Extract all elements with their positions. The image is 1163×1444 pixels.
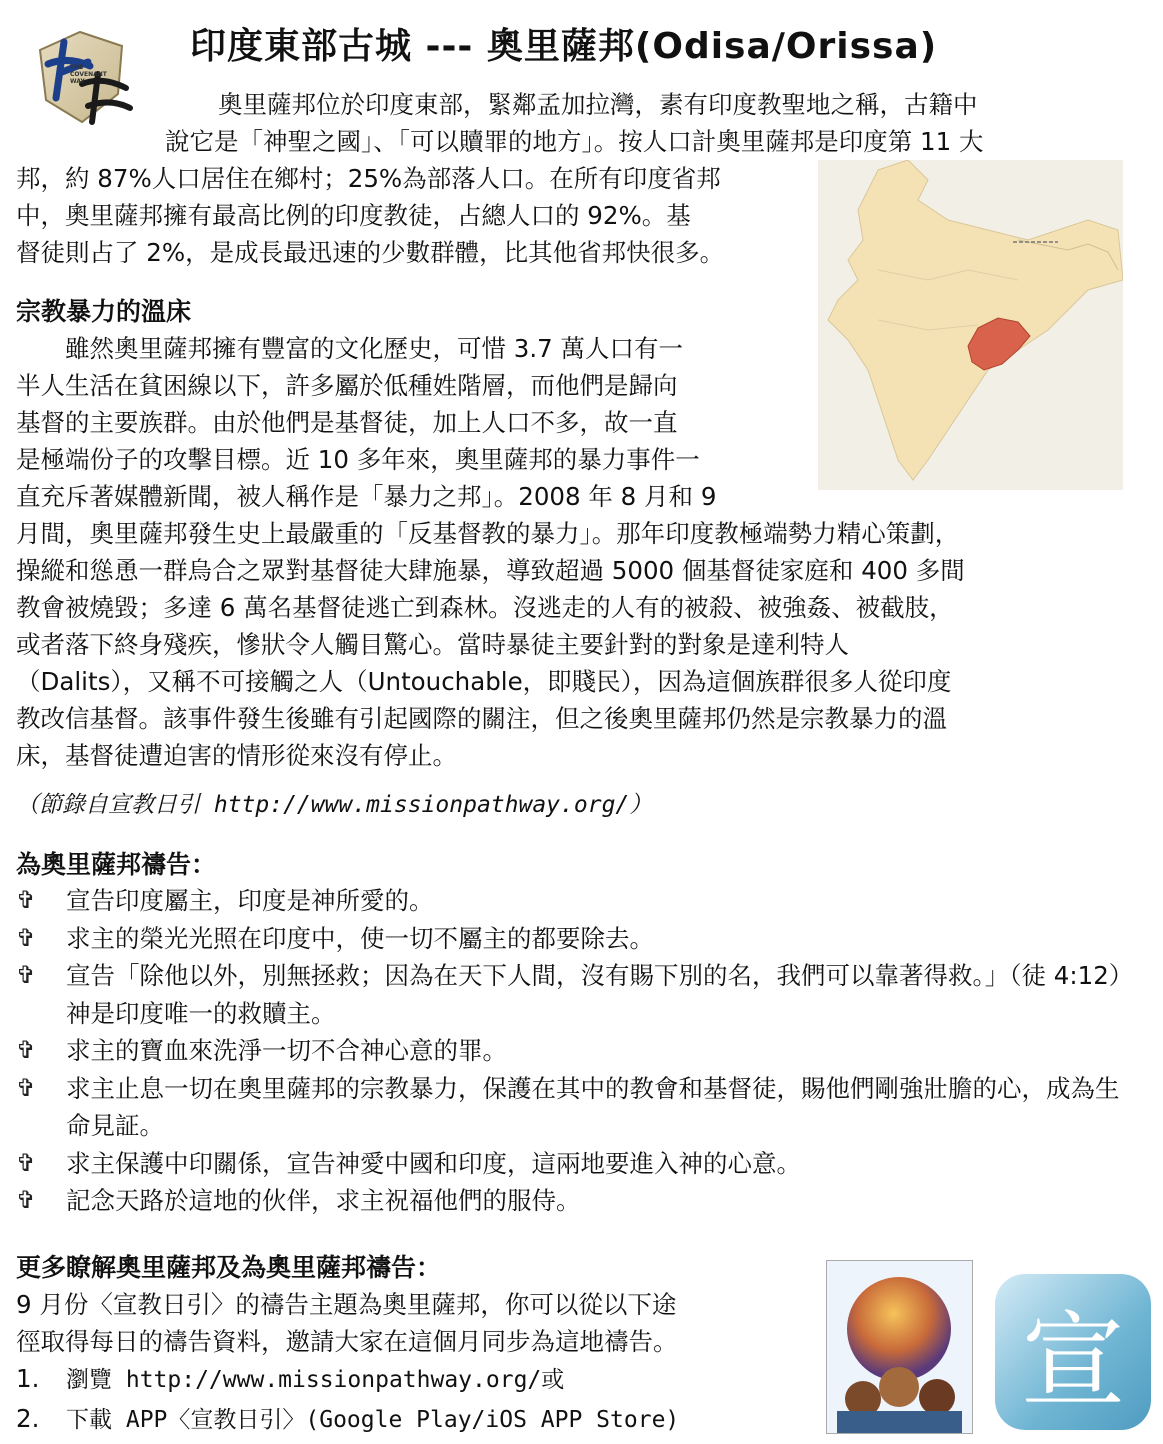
- prayer-item-text: 記念天路於這地的伙伴，求主祝福他們的服侍。: [66, 1186, 581, 1215]
- cross-icon: ✞: [16, 1186, 37, 1214]
- prayer-item-text: 求主的榮光光照在印度中，使一切不屬主的都要除去。: [66, 923, 654, 953]
- source-citation: （節錄自宣教日引 http://www.missionpathway.org/）: [16, 792, 653, 818]
- intro-line-5: 督徒則占了 2%，是成長最迅速的少數群體，比其他省邦快很多。: [16, 238, 725, 267]
- cross-icon: ✞: [16, 1148, 37, 1177]
- mission-photo: [826, 1260, 973, 1434]
- cross-icon: ✞: [16, 1036, 37, 1064]
- intro-line-2: 說它是「神聖之國」、「可以贖罪的地方」。按人口計奧里薩邦是印度第 11 大: [165, 127, 984, 156]
- section-violence-heading: 宗教暴力的溫床: [16, 297, 192, 326]
- prayer-list: [16, 882, 1136, 1220]
- violence-line-1: 雖然奧里薩邦擁有豐富的文化歷史，可惜 3.7 萬人口有一: [16, 334, 684, 363]
- violence-line-7: 操縱和慫恿一群烏合之眾對基督徒大肆施暴，導致超過 5000 個基督徒家庭和 400 多間: [16, 556, 965, 585]
- violence-line-12: 床，基督徒遭迫害的情形從來沒有停止。: [16, 741, 457, 770]
- violence-line-10: （Dalits），又稱不可接觸之人（Untouchable，即賤民），因為這個族群很多人從印度: [16, 667, 952, 696]
- prayer-item: [16, 1145, 1136, 1183]
- list-item[interactable]: [16, 1400, 679, 1440]
- step-text: 瀏覽 http://www.missionpathway.org/或: [66, 1367, 565, 1393]
- step-text: 下載 APP〈宣教日引〉(Google Play/iOS APP Store): [66, 1406, 680, 1433]
- violence-line-6: 月間，奧里薩邦發生史上最嚴重的「反基督教的暴力」。那年印度教極端勢力精心策劃，: [16, 519, 960, 548]
- prayer-item-text: 求主保護中印關係，宣告神愛中國和印度，這兩地要進入神的心意。: [66, 1148, 801, 1178]
- prayer-heading: 為奧里薩邦禱告：: [16, 850, 217, 879]
- step-number: 1.: [16, 1364, 40, 1393]
- access-steps: [16, 1360, 679, 1439]
- step-number: 2.: [16, 1403, 40, 1433]
- cross-icon: ✞: [16, 923, 37, 952]
- more-info-line-1: 9 月份〈宣教日引〉的禱告主題為奧里薩邦，你可以從以下途: [16, 1290, 677, 1319]
- logo: [18, 22, 148, 132]
- violence-line-3: 基督的主要族群。由於他們是基督徒，加上人口不多，故一直: [16, 408, 678, 437]
- cross-icon: ✞: [16, 961, 37, 989]
- cross-icon: ✞: [16, 886, 37, 914]
- prayer-item: [16, 1182, 1136, 1220]
- intro-line-1: 奧里薩邦位於印度東部，緊鄰孟加拉灣，素有印度教聖地之稱，古籍中: [218, 90, 978, 119]
- prayer-item-text: 求主止息一切在奧里薩邦的宗教暴力，保護在其中的教會和基督徒，賜他們剛強壯膽的心，成為生命見証。: [66, 1073, 1120, 1140]
- violence-line-8: 教會被燒毀；多達 6 萬名基督徒逃亡到森林。沒逃走的人有的被殺、被強姦、被截肢，: [16, 593, 954, 622]
- violence-line-5: 直充斥著媒體新聞，被人稱作是「暴力之邦」。2008 年 8 月和 9: [16, 482, 717, 511]
- prayer-item: [16, 920, 1136, 958]
- prayer-item-text: 求主的寶血來洗淨一切不合神心意的罪。: [66, 1036, 507, 1065]
- more-info-line-2: 徑取得每日的禱告資料，邀請大家在這個月同步為這地禱告。: [16, 1327, 678, 1356]
- violence-line-2: 半人生活在貧困線以下，許多屬於低種姓階層，而他們是歸向: [16, 371, 678, 400]
- intro-line-4: 中，奧里薩邦擁有最高比例的印度教徒，占總人口的 92%。基: [16, 201, 691, 230]
- page-title: 印度東部古城 --- 奧里薩邦(Odisa/Orissa): [190, 26, 938, 67]
- mission-app-icon[interactable]: [995, 1274, 1151, 1430]
- india-map: [818, 160, 1123, 490]
- prayer-item: [16, 1070, 1136, 1145]
- list-item[interactable]: [16, 1360, 679, 1400]
- prayer-item: [16, 957, 1136, 1032]
- logo-en-text: THE COVENANT WAY: [70, 64, 107, 85]
- violence-line-11: 教改信基督。該事件發生後雖有引起國際的關注，但之後奧里薩邦仍然是宗教暴力的溫: [16, 704, 947, 733]
- violence-line-4: 是極端份子的攻擊目標。近 10 多年來，奧里薩邦的暴力事件一: [16, 445, 700, 474]
- violence-line-9: 或者落下終身殘疾，慘狀令人觸目驚心。當時暴徒主要針對的對象是達利特人: [16, 630, 849, 659]
- app-icon-char: 宣: [1020, 1300, 1125, 1422]
- prayer-item-text: 宣告印度屬主，印度是神所愛的。: [66, 886, 434, 915]
- prayer-item: [16, 1032, 1136, 1070]
- intro-line-3: 邦，約 87%人口居住在鄉村；25%為部落人口。在所有印度省邦: [16, 164, 721, 193]
- prayer-item-text: 宣告「除他以外，別無拯救；因為在天下人間，沒有賜下別的名，我們可以靠著得救。」（徒 4:12）神是印度唯一的救贖主。: [66, 961, 1134, 1028]
- cross-icon: ✞: [16, 1073, 37, 1102]
- prayer-item: [16, 882, 1136, 920]
- more-info-heading: 更多瞭解奧里薩邦及為奧里薩邦禱告：: [16, 1253, 442, 1282]
